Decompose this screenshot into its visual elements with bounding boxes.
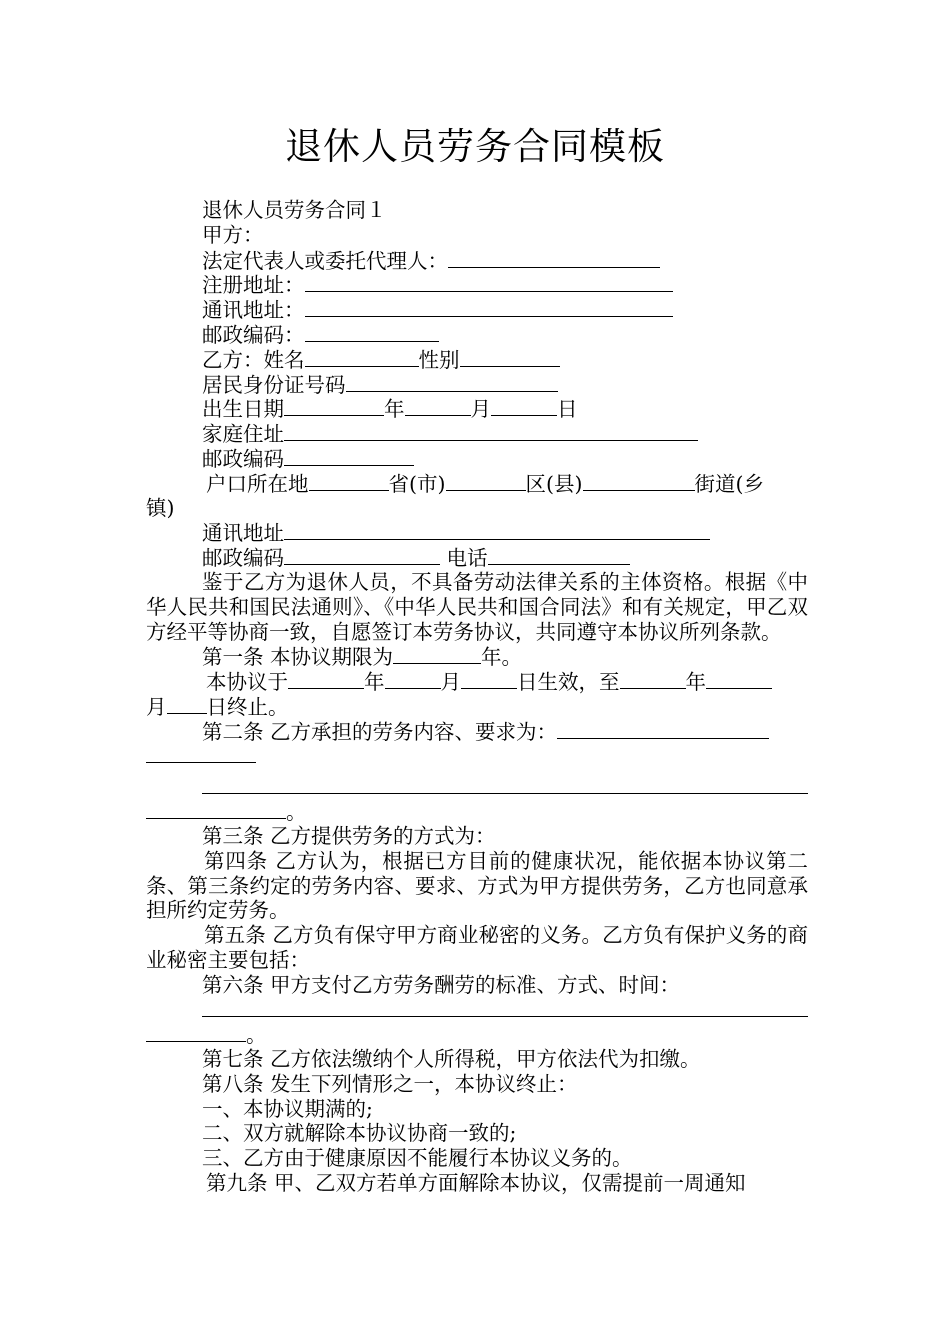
- birth-month-blank: [405, 396, 471, 416]
- reg-addr-blank: [305, 272, 673, 292]
- term-years-blank: [393, 644, 481, 664]
- postcode-line: [146, 322, 808, 347]
- postcode3-blank: [284, 545, 440, 565]
- article-2-period: 。: [286, 800, 307, 824]
- birth-line: [146, 396, 808, 421]
- gender-blank: [460, 347, 560, 367]
- reg-addr-line: [146, 272, 808, 297]
- name-blank: [305, 347, 419, 367]
- home-addr-line: [146, 421, 808, 446]
- birth-year-label: 年: [384, 397, 405, 422]
- preamble-paragraph: 鉴于乙方为退休人员，不具备劳动法律关系的主体资格。根据《中华人民共和国民法通则》、《中华人民共和国合同法》和有关规定，甲乙双方经平等协商一致，自愿签订本劳务协议，共同遵守本协议所列条款。: [146, 569, 808, 644]
- article-5: 第五条 乙方负有保守甲方商业秘密的义务。乙方负有保护义务的商业秘密主要包括：: [146, 923, 808, 972]
- legal-rep-label: 法定代表人或委托代理人：: [202, 248, 448, 273]
- id-line: [146, 372, 808, 397]
- town-line: 镇): [146, 495, 175, 520]
- start-day-blank: [461, 669, 517, 689]
- reg-addr-label: 注册地址：: [202, 273, 305, 298]
- term-line: [146, 669, 808, 694]
- home-addr-blank: [284, 421, 698, 441]
- term-line-cont: [146, 694, 808, 719]
- article-3: 第三条 乙方提供劳务的方式为：: [202, 823, 496, 848]
- article-8-item-1: 一、本协议期满的;: [202, 1096, 373, 1121]
- contact-addr-label: 通讯地址：: [202, 298, 305, 322]
- province-blank: [446, 471, 526, 491]
- contact-addr2-label: 通讯地址: [202, 521, 284, 546]
- article-8-item-2: 二、双方就解除本协议协商一致的;: [202, 1121, 517, 1146]
- postcode2-blank: [284, 446, 414, 466]
- article-7: 第七条 乙方依法缴纳个人所得税，甲方依法代为扣缴。: [202, 1047, 701, 1072]
- party-b-name-label: 乙方：姓名: [202, 347, 305, 372]
- contact-addr-blank: [305, 297, 673, 317]
- start-day-label: 日生效，至: [517, 670, 620, 694]
- hukou-label: 户口所在地: [206, 471, 309, 496]
- phone-label: 电话: [446, 546, 488, 570]
- end-day-label: 日终止。: [206, 694, 289, 719]
- article-2-blank: [557, 719, 769, 739]
- contract-heading: 退休人员劳务合同１: [202, 198, 387, 222]
- birth-month-label: 月: [470, 397, 491, 422]
- party-b-line: [146, 347, 808, 372]
- hukou-blank: [309, 471, 389, 491]
- document-body: [146, 198, 808, 1196]
- article-6-blank-row: [146, 998, 808, 1023]
- legal-rep-line: [146, 248, 808, 273]
- end-year-blank: [620, 669, 686, 689]
- end-month-blank-a: [706, 669, 772, 689]
- gender-label: 性别: [418, 347, 460, 372]
- document-title: 退休人员劳务合同模板: [285, 125, 665, 168]
- article-6-period: 。: [246, 1023, 267, 1048]
- blank-line: [146, 762, 256, 763]
- start-year-blank: [288, 669, 364, 689]
- legal-rep-blank: [448, 248, 660, 268]
- article-2-end-line: [146, 799, 808, 824]
- postcode-blank: [305, 322, 439, 342]
- district-label: 区(县): [525, 471, 583, 496]
- article-6: 第六条 甲方支付乙方劳务酬劳的标准、方式、时间：: [202, 972, 681, 997]
- birth-year-blank: [284, 396, 384, 416]
- postcode2-line: [146, 446, 808, 471]
- start-year-label: 年: [364, 670, 385, 694]
- blank-line: [202, 793, 808, 794]
- contact-addr-line: [146, 297, 808, 322]
- postcode3-line: [146, 545, 808, 570]
- contact-addr2-line: [146, 520, 808, 545]
- article-2-end-blank: [146, 799, 286, 819]
- article-2-text: 第二条 乙方承担的劳务内容、要求为：: [202, 719, 558, 744]
- postcode-label: 邮政编码：: [202, 322, 305, 347]
- article-4: 第四条 乙方认为，根据已方目前的健康状况，能依据本协议第二条、第三条约定的劳务内容、要求、方式为甲方提供劳务，乙方也同意承担所约定劳务。: [146, 848, 808, 923]
- article-8: 第八条 发生下列情形之一，本协议终止：: [202, 1071, 578, 1096]
- district-blank: [583, 471, 695, 491]
- birth-day-label: 日: [557, 397, 578, 422]
- end-day-blank: [167, 694, 207, 714]
- article-1-suffix: 年。: [481, 645, 523, 670]
- home-addr-label: 家庭住址: [202, 422, 284, 446]
- id-blank: [346, 372, 558, 392]
- birth-day-blank: [491, 396, 557, 416]
- province-label: 省(市): [388, 471, 446, 496]
- term-start-label: 本协议于: [206, 670, 288, 694]
- article-2-line: [146, 719, 808, 744]
- article-2-blank-row-1: [146, 744, 808, 769]
- article-9: 第九条 甲、乙双方若单方面解除本协议，仅需提前一周通知: [206, 1171, 746, 1196]
- phone-blank: [488, 545, 630, 565]
- postcode3-label: 邮政编码: [202, 546, 284, 570]
- blank-line: [202, 1016, 808, 1017]
- end-year-label: 年: [685, 670, 706, 694]
- article-8-item-3: 三、乙方由于健康原因不能履行本协议义务的。: [202, 1146, 633, 1171]
- article-2-blank-row-2: [146, 774, 808, 799]
- postcode2-label: 邮政编码: [202, 446, 284, 471]
- start-month-label: 月: [440, 670, 461, 694]
- article-1-text: 第一条 本协议期限为: [202, 645, 394, 670]
- article-6-end-blank: [146, 1022, 246, 1042]
- article-6-end-line: [146, 1022, 808, 1047]
- end-month-label: 月: [146, 694, 167, 719]
- id-label: 居民身份证号码: [202, 372, 346, 397]
- start-month-blank: [385, 669, 441, 689]
- party-a-label: 甲方：: [202, 222, 264, 247]
- article-1-line: [146, 644, 808, 669]
- hukou-line: [146, 471, 808, 496]
- birth-label: 出生日期: [202, 397, 284, 422]
- contact-addr2-blank: [284, 520, 710, 540]
- street-label: 街道(乡: [694, 471, 764, 496]
